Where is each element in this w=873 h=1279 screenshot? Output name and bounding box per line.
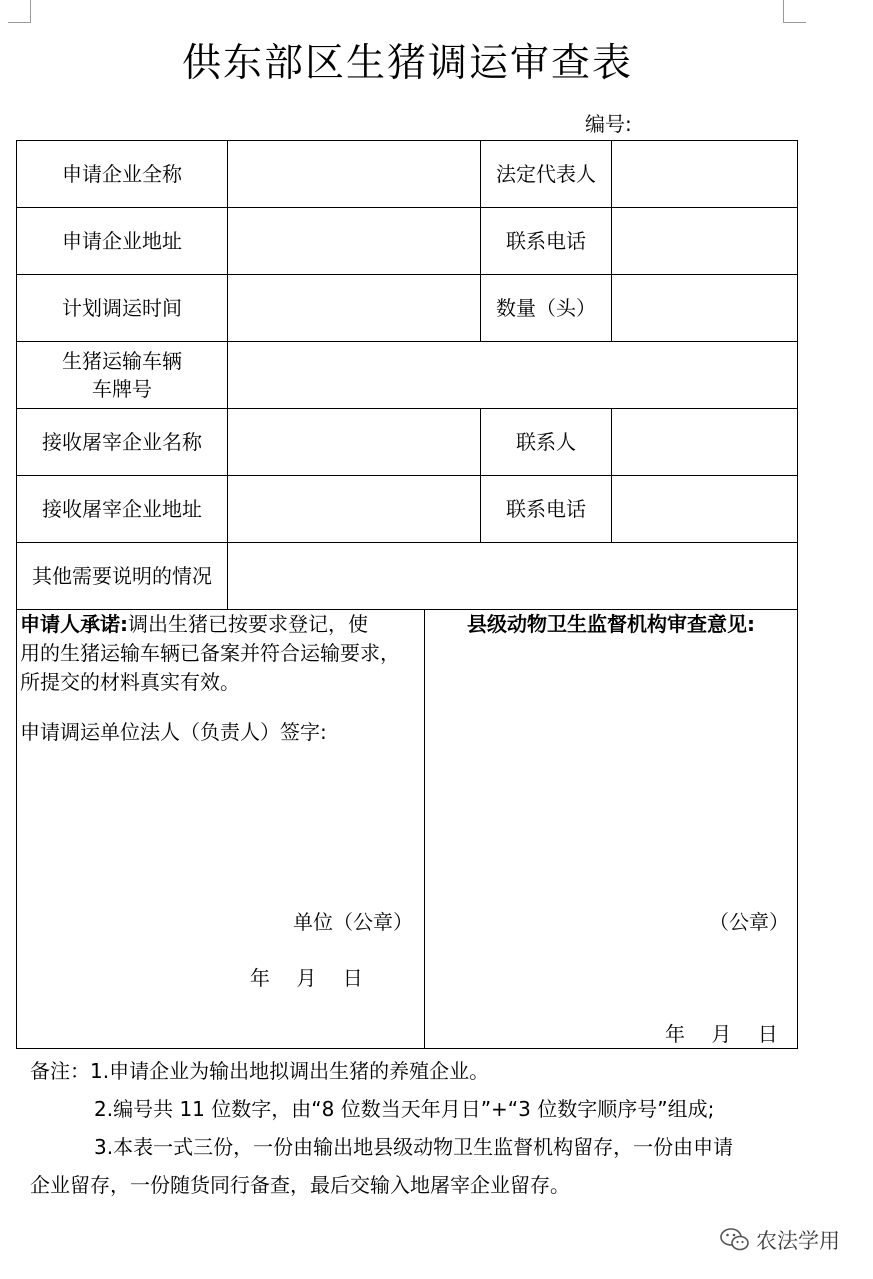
label-phone-1: 联系电话 — [481, 208, 612, 275]
county-review-cell[interactable] — [425, 610, 798, 1049]
serial-number-label: 编号: — [585, 112, 632, 136]
signature-label: 申请调运单位法人（负责人）签字: — [20, 720, 327, 744]
label-phone-2: 联系电话 — [481, 476, 612, 543]
label-company-address: 申请企业地址 — [17, 208, 228, 275]
notes-section — [30, 1052, 820, 1204]
field-slaughter-name[interactable] — [228, 409, 481, 476]
note-line-2: 2.编号共 11 位数字，由“8 位数当天年月日”+“3 位数字顺序号”组成; — [94, 1097, 715, 1121]
field-company-name[interactable] — [228, 141, 481, 208]
field-phone-1[interactable] — [612, 208, 798, 275]
field-contact[interactable] — [612, 409, 798, 476]
review-form-table — [16, 140, 798, 1049]
page-corner-mark-left — [8, 0, 31, 23]
watermark — [720, 1225, 840, 1255]
label-legal-rep: 法定代表人 — [481, 141, 612, 208]
label-other-notes: 其他需要说明的情况 — [17, 543, 228, 610]
field-company-address[interactable] — [228, 208, 481, 275]
review-date-label: 年 月 日 — [665, 1022, 778, 1046]
applicant-seal-label: 单位（公章） — [293, 910, 413, 934]
field-slaughter-address[interactable] — [228, 476, 481, 543]
field-planned-time[interactable] — [228, 275, 481, 342]
label-planned-time: 计划调运时间 — [17, 275, 228, 342]
note-line-1: 备注：1.申请企业为输出地拟调出生猪的养殖企业。 — [30, 1059, 490, 1083]
label-quantity: 数量（头） — [481, 275, 612, 342]
label-company-name: 申请企业全称 — [17, 141, 228, 208]
note-line-3: 3.本表一式三份，一份由输出地县级动物卫生监督机构留存，一份由申请 — [94, 1135, 734, 1159]
label-vehicle-line1: 生猪运输车辆 — [62, 349, 182, 373]
applicant-promise-cell[interactable] — [17, 610, 425, 1049]
field-phone-2[interactable] — [612, 476, 798, 543]
review-head: 县级动物卫生监督机构审查意见: — [467, 612, 755, 636]
watermark-text: 农法学用 — [756, 1229, 840, 1253]
promise-line2: 用的生猪运输车辆已备案并符合运输要求， — [20, 641, 400, 665]
field-vehicle-plate[interactable] — [228, 342, 798, 409]
label-contact: 联系人 — [481, 409, 612, 476]
label-slaughter-name: 接收屠宰企业名称 — [17, 409, 228, 476]
field-legal-rep[interactable] — [612, 141, 798, 208]
applicant-date-label: 年 月 日 — [250, 966, 363, 990]
promise-line1: 调出生猪已按要求登记，使 — [128, 612, 368, 636]
promise-text — [20, 610, 420, 697]
page-corner-mark-right — [783, 0, 806, 23]
review-seal-label: （公章） — [709, 910, 789, 934]
document-title: 供东部区生猪调运审查表 — [181, 41, 633, 86]
wechat-icon — [720, 1227, 750, 1253]
field-quantity[interactable] — [612, 275, 798, 342]
promise-head: 申请人承诺: — [20, 612, 128, 636]
label-vehicle-line2: 车牌号 — [92, 377, 152, 401]
label-slaughter-address: 接收屠宰企业地址 — [17, 476, 228, 543]
note-line-4: 企业留存，一份随货同行备查，最后交输入地屠宰企业留存。 — [30, 1173, 570, 1197]
label-vehicle-plate — [17, 342, 228, 409]
promise-line3: 所提交的材料真实有效。 — [20, 670, 240, 694]
field-other-notes[interactable] — [228, 543, 798, 610]
